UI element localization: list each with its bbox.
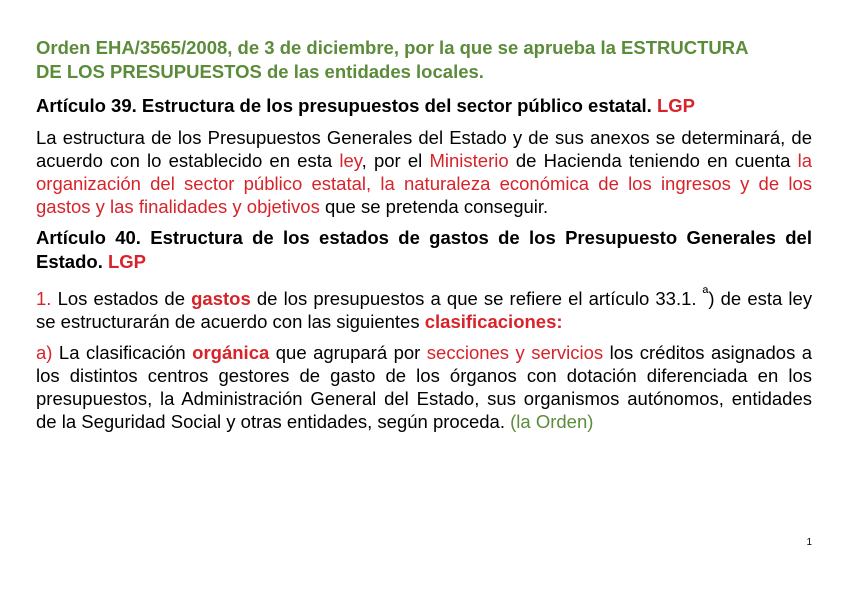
item-a-text-a: La clasificación (58, 342, 186, 364)
item-a-secciones: secciones y servicios (426, 342, 604, 364)
item-1-number: 1. (36, 288, 52, 310)
article-40-heading-text: Artículo 40. Estructura de los estados de gastos de los Presupuesto Generales del Estado (36, 227, 812, 272)
item-1-text-c: ) de esta ley se estructurarán de acuerdo con las siguientes (36, 288, 813, 333)
art39-text-3: de Hacienda teniendo en cuenta (515, 150, 791, 171)
item-a-label: a) (36, 342, 53, 364)
item-a-orden-link[interactable]: (la Orden) (510, 411, 594, 433)
document-title (36, 36, 812, 84)
article-39-paragraph (36, 126, 812, 218)
title-line-b: DE LOS PRESUPUESTOS de las entidades locales. (36, 61, 484, 82)
title-line-a: Orden EHA/3565/2008, de 3 de diciembre, por la que se aprueba la ESTRUCTURA (36, 37, 749, 58)
art39-text-5: que se pretenda conseguir. (324, 196, 549, 217)
page-number: 1 (806, 537, 812, 548)
art39-text-2: , por el (361, 150, 423, 171)
article-40-item-1 (36, 282, 812, 333)
item-1-text-b: de los presupuestos a que se refiere el artículo 33.1. (256, 288, 697, 310)
art39-naturaleza: la naturaleza económica de los ingresos y de los gastos y las finalidades y objetivos (36, 173, 812, 217)
item-1-clasificaciones: clasificaciones: (424, 311, 563, 333)
item-a-text-c: los créditos asignados a los distintos centros gestores de gasto de los órganos con dotación diferenciada en los presupuestos, la Administración General del Estado, sus organismos autónomos, entidades de la Seguridad Social y otras entidades, según proceda. (36, 342, 813, 433)
item-a-text-b: que agrupará por (275, 342, 421, 364)
article-40-heading (36, 226, 812, 274)
item-1-superscript: ª (702, 285, 709, 302)
article-39-heading-tag: LGP (656, 95, 695, 116)
article-39-heading-text: Artículo 39. Estructura de los presupuestos del sector público estatal. (36, 95, 652, 116)
item-a-organica: orgánica (192, 342, 270, 364)
art39-ministerio: Ministerio (429, 150, 509, 171)
art39-organizacion: la organización del sector público estatal (36, 150, 813, 194)
document-page (36, 36, 812, 441)
article-40-item-a (36, 341, 812, 433)
art39-ley: ley (339, 150, 362, 171)
item-1-gastos: gastos (191, 288, 251, 310)
art39-comma: , (365, 173, 372, 194)
article-40-heading-dot: . (97, 251, 103, 272)
article-39-heading (36, 94, 812, 118)
article-40-heading-tag: LGP (107, 251, 146, 272)
art39-text-1: La estructura de los Presupuestos Generales del Estado y de sus anexos se determinará, de acuerdo con lo establecido en esta (36, 127, 812, 171)
item-1-text-a: Los estados de (57, 288, 185, 310)
